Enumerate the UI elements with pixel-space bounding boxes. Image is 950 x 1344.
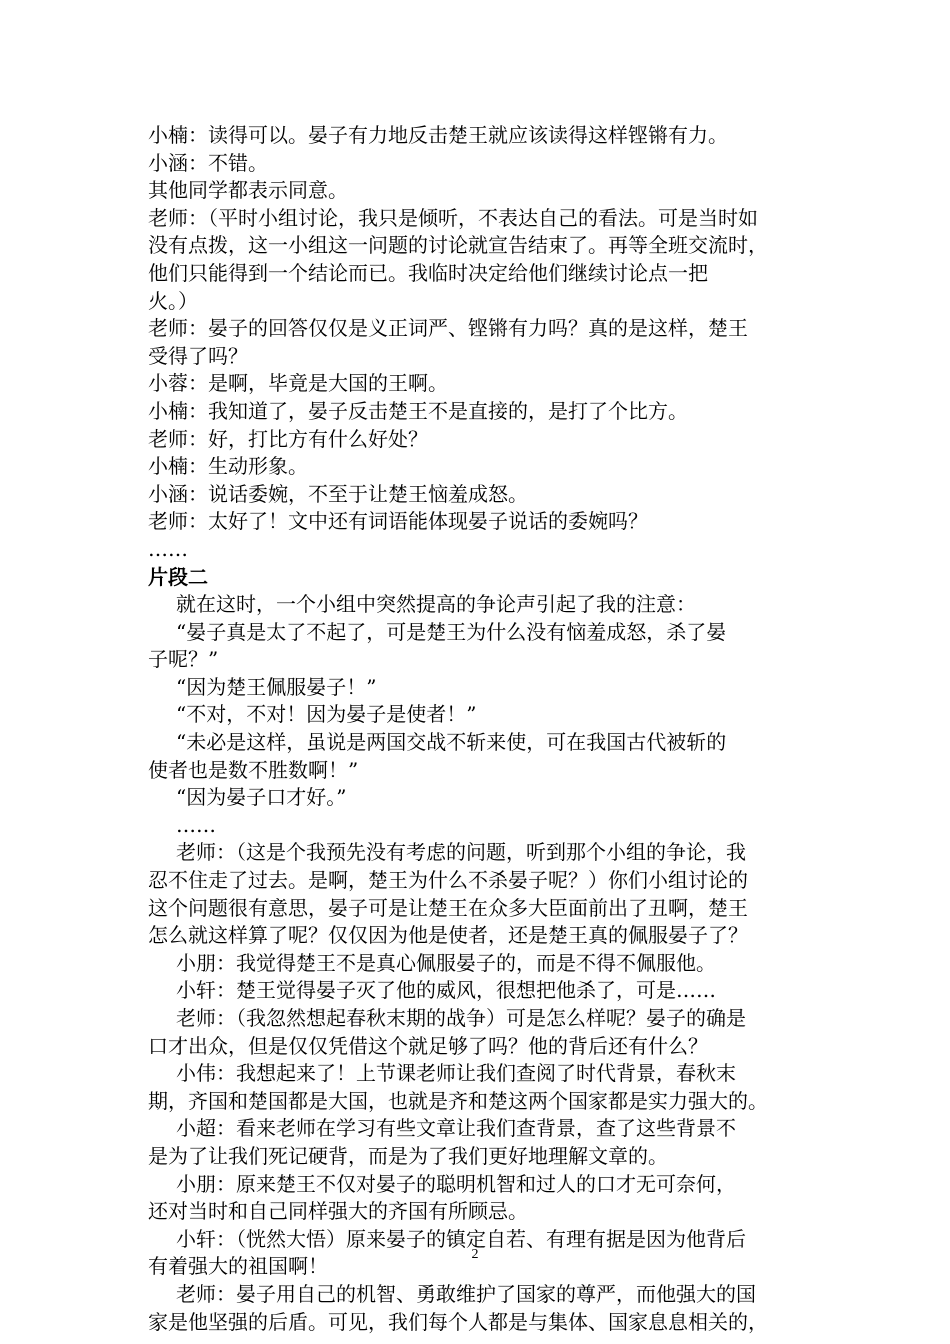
text-line: 小朋：我觉得楚王不是真心佩服晏子的，而是不得不佩服他。 [176, 950, 716, 975]
text-line: 就在这时，一个小组中突然提高的争论声引起了我的注意： [176, 592, 696, 617]
text-line: 其他同学都表示同意。 [148, 178, 348, 203]
text-line: “未必是这样，虽说是两国交战不斩来使，可在我国古代被斩的 [176, 730, 727, 755]
text-line: 小涵：不错。 [148, 150, 268, 175]
text-line: 这个问题很有意思，晏子可是让楚王在众多大臣面前出了丑啊，楚王 [148, 895, 748, 920]
text-line: 老师：（这是个我预先没有考虑的问题，听到那个小组的争论，我 [176, 840, 746, 865]
text-line: 还对当时和自己同样强大的齐国有所顾忌。 [148, 1199, 528, 1224]
document-body [148, 122, 828, 1336]
text-line: 有着强大的祖国啊！ [148, 1254, 328, 1279]
text-line: 怎么就这样算了呢？仅仅因为他是使者，还是楚王真的佩服晏子了？ [148, 923, 748, 948]
text-line: 他们只能得到一个结论而已。我临时决定给他们继续讨论点一把 [148, 260, 708, 285]
text-line: 家是他坚强的后盾。可见，我们每个人都是与集体、国家息息相关的， [148, 1309, 768, 1334]
text-line: 子呢？” [148, 647, 219, 672]
text-line: “因为楚王佩服晏子！” [176, 674, 377, 699]
text-line: 小伟：我想起来了！上节课老师让我们查阅了时代背景，春秋末 [176, 1061, 736, 1086]
page-number: 2 [471, 1247, 479, 1262]
text-line: 没有点拨，这一小组这一问题的讨论就宣告结束了。再等全班交流时， [148, 233, 768, 258]
text-line: 老师：好，打比方有什么好处？ [148, 426, 428, 451]
text-line: 火。） [148, 288, 198, 313]
text-line: 老师：（平时小组讨论，我只是倾听，不表达自己的看法。可是当时如 [148, 205, 758, 230]
text-line: 小轩：楚王觉得晏子灭了他的威风，很想把他杀了，可是…… [176, 978, 716, 1003]
text-line: 期，齐国和楚国都是大国，也就是齐和楚这两个国家都是实力强大的。 [148, 1088, 768, 1113]
text-line: 小涵：说话委婉，不至于让楚王恼羞成怒。 [148, 481, 528, 506]
text-line: 小楠：读得可以。晏子有力地反击楚王就应该读得这样铿锵有力。 [148, 123, 728, 147]
section-body [148, 591, 828, 1336]
text-line: …… [176, 812, 216, 837]
text-line: 小蓉：是啊，毕竟是大国的王啊。 [148, 371, 448, 396]
text-line: 小楠：生动形象。 [148, 454, 308, 479]
text-line: 小轩：（恍然大悟）原来晏子的镇定自若、有理有据是因为他背后 [176, 1226, 746, 1251]
text-line: 口才出众，但是仅仅凭借这个就足够了吗？他的背后还有什么？ [148, 1033, 708, 1058]
text-line: 忍不住走了过去。是啊，楚王为什么不杀晏子呢？）你们小组讨论的 [148, 868, 748, 893]
text-line: “因为晏子口才好。” [176, 785, 347, 810]
text-line: …… [148, 536, 188, 561]
text-line: “晏子真是太了不起了，可是楚王为什么没有恼羞成怒，杀了晏 [176, 619, 727, 644]
text-line: 老师：晏子的回答仅仅是义正词严、铿锵有力吗？真的是这样，楚王 [148, 316, 748, 341]
text-line: 老师：太好了！文中还有词语能体现晏子说话的委婉吗？ [148, 509, 648, 534]
text-line: 小楠：我知道了，晏子反击楚王不是直接的，是打了个比方。 [148, 398, 688, 423]
text-line: 老师：晏子用自己的机智、勇敢维护了国家的尊严，而他强大的国 [176, 1281, 756, 1306]
text-line: 使者也是数不胜数啊！” [148, 757, 359, 782]
section-heading: 片段二 [148, 564, 208, 589]
text-line: “不对，不对！因为晏子是使者！” [176, 702, 477, 727]
text-line: 是为了让我们死记硬背，而是为了我们更好地理解文章的。 [148, 1143, 668, 1168]
text-line: 小朋：原来楚王不仅对晏子的聪明机智和过人的口才无可奈何， [176, 1171, 736, 1196]
text-line: 小超：看来老师在学习有些文章让我们查背景，查了这些背景不 [176, 1116, 736, 1141]
text-line: 受得了吗？ [148, 343, 248, 368]
text-line: 老师：（我忽然想起春秋末期的战争）可是怎么样呢？晏子的确是 [176, 1006, 746, 1030]
